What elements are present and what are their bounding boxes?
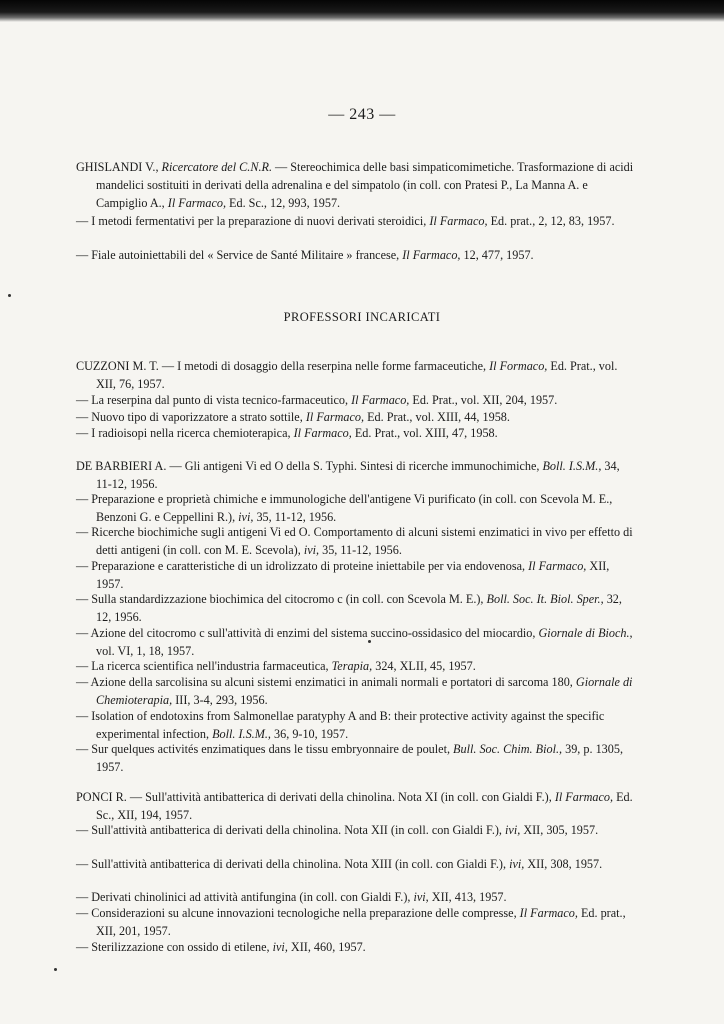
journal-name: Boll. I.S.M., bbox=[542, 459, 602, 473]
citation-details: 34, 11-12, 1956. bbox=[96, 459, 620, 491]
citation-details: Ed. Sc., XII, 194, 1957. bbox=[96, 790, 633, 822]
bibliography-entry bbox=[76, 821, 634, 839]
bibliography-entry bbox=[76, 246, 634, 264]
bibliography-entry bbox=[76, 490, 634, 526]
journal-name: ivi, bbox=[272, 940, 288, 954]
journal-name: Il Farmaco, bbox=[402, 248, 461, 262]
journal-name: Giornale di Chemioterapia, bbox=[96, 675, 633, 707]
scan-speck bbox=[54, 968, 57, 971]
author-name: PONCI R. bbox=[76, 790, 127, 804]
entry-text: — Fiale autoiniettabili del « Service de Santé Militaire » francese, bbox=[76, 248, 400, 262]
journal-name: Bull. Soc. Chim. Biol., bbox=[453, 742, 563, 756]
citation-details: Ed. prat., XII, 201, 1957. bbox=[96, 906, 626, 938]
bibliography-entry bbox=[76, 855, 634, 873]
citation-details: XII, 308, 1957. bbox=[527, 857, 603, 871]
bibliography-entry bbox=[76, 391, 634, 409]
citation-details: 35, 11-12, 1956. bbox=[322, 543, 402, 557]
scan-speck bbox=[8, 294, 11, 297]
citation-details: Ed. Prat., vol. XII, 76, 1957. bbox=[96, 359, 618, 391]
journal-name: Boll. I.S.M., bbox=[212, 727, 271, 741]
journal-name: ivi, bbox=[413, 890, 429, 904]
entry-text: — Considerazioni su alcune innovazioni tecnologiche nella preparazione delle compresse, bbox=[76, 906, 517, 920]
bibliography-entry bbox=[76, 740, 634, 776]
bibliography-entry bbox=[76, 590, 634, 626]
bibliography-entry bbox=[76, 788, 634, 824]
entry-text: — I metodi fermentativi per la preparazione di nuovi derivati steroidici, bbox=[76, 214, 427, 228]
bibliography-entry bbox=[76, 457, 634, 493]
citation-details: 35, 11-12, 1956. bbox=[256, 510, 337, 524]
bibliography-entry bbox=[76, 707, 634, 743]
journal-name: ivi, bbox=[509, 857, 525, 871]
citation-details: Ed. Sc., 12, 993, 1957. bbox=[229, 196, 341, 210]
citation-details: 39, p. 1305, 1957. bbox=[96, 742, 623, 774]
entry-text: — La reserpina dal punto di vista tecnico-farmaceutico, bbox=[76, 393, 349, 407]
journal-name: Il Farmaco, bbox=[293, 426, 352, 440]
entry-text: — Azione del citocromo c sull'attività di enzimi del sistema succino-ossidasico del miocardio, bbox=[76, 626, 536, 640]
journal-name: ivi, bbox=[505, 823, 521, 837]
citation-details: Ed. prat., 2, 12, 83, 1957. bbox=[490, 214, 615, 228]
citation-details: 324, XLII, 45, 1957. bbox=[375, 659, 476, 673]
journal-name: Boll. Soc. It. Biol. Sper., bbox=[486, 592, 604, 606]
entry-text: — Derivati chinolinici ad attività antifungina (in coll. con Gialdi F.), bbox=[76, 890, 411, 904]
journal-name: Il Farmaco, bbox=[351, 393, 410, 407]
bibliography-entry bbox=[76, 212, 634, 230]
citation-details: 12, 477, 1957. bbox=[463, 248, 534, 262]
journal-name: Il Farmaco, bbox=[429, 214, 488, 228]
entry-text: — Preparazione e proprietà chimiche e immunologiche dell'antigene Vi purificato (in coll. con Scevola M. E., Benzoni G. e Ceppellini R.), bbox=[76, 492, 613, 524]
journal-name: Giornale di Bioch., bbox=[538, 626, 633, 640]
section-heading: PROFESSORI INCARICATI bbox=[283, 310, 441, 324]
author-name: DE BARBIERI A. bbox=[76, 459, 167, 473]
journal-name: Il Farmaco, bbox=[167, 196, 226, 210]
entry-text: — Nuovo tipo di vaporizzatore a strato sottile, bbox=[76, 410, 303, 424]
citation-details: XII, 1957. bbox=[96, 559, 610, 591]
entry-text: — Preparazione e caratteristiche di un idrolizzato di proteine iniettabile per via endovenosa, bbox=[76, 559, 526, 573]
entry-text: — Gli antigeni Vi ed O della S. Typhi. Sintesi di ricerche immunochimiche, bbox=[169, 459, 540, 473]
journal-name: ivi, bbox=[238, 510, 254, 524]
journal-name: Terapia, bbox=[331, 659, 373, 673]
journal-name: Il Farmaco, bbox=[528, 559, 587, 573]
bibliography-entry bbox=[76, 357, 634, 393]
journal-name: ivi, bbox=[303, 543, 320, 557]
citation-details: XII, 460, 1957. bbox=[290, 940, 366, 954]
journal-name: Il Farmaco, bbox=[519, 906, 578, 920]
citation-details: Ed. Prat., vol. XIII, 47, 1958. bbox=[354, 426, 498, 440]
bibliography-entry bbox=[76, 673, 634, 709]
citation-details: Ed. Prat., vol. XIII, 44, 1958. bbox=[367, 410, 510, 424]
entry-text: — Sull'attività antibatterica di derivati della chinolina. Nota XIII (in coll. con Gialdi F.), bbox=[76, 857, 507, 871]
entry-text: — Ricerche biochimiche sugli antigeni Vi ed O. Comportamento di alcuni sistemi enzimatici in vivo per effetto di detti antigeni (in coll. con M. E. Scevola), bbox=[76, 525, 633, 557]
entry-text: — Sur quelques activités enzimatiques dans le tissu embryonnaire de poulet, bbox=[76, 742, 450, 756]
citation-details: III, 3-4, 293, 1956. bbox=[175, 693, 268, 707]
bibliography-entry bbox=[76, 624, 634, 660]
bibliography-entry bbox=[76, 424, 634, 442]
citation-details: 36, 9-10, 1957. bbox=[274, 727, 349, 741]
citation-details: vol. VI, 1, 18, 1957. bbox=[96, 644, 195, 658]
bibliography-entry bbox=[76, 523, 634, 559]
journal-name: Il Farmaco, bbox=[305, 410, 365, 424]
author-name: GHISLANDI V., bbox=[76, 160, 159, 174]
journal-name: Il Farmaco, bbox=[554, 790, 614, 804]
scan-speck bbox=[368, 640, 371, 643]
citation-details: XII, 305, 1957. bbox=[523, 823, 599, 837]
bibliography-entry bbox=[76, 904, 634, 940]
entry-text: — Sulla standardizzazione biochimica del citocromo c (in coll. con Scevola M. E.), bbox=[76, 592, 484, 606]
entry-text: — Isolation of endotoxins from Salmonellae paratyphy A and B: their protective activity against the specific experimental infection, bbox=[76, 709, 605, 741]
journal-name: Il Formaco, bbox=[489, 359, 548, 373]
entry-text: — Azione della sarcolisina su alcuni sistemi enzimatici in animali normali e portatori di sarcoma 180, bbox=[76, 675, 573, 689]
entry-text: — Sull'attività antibatterica di derivati della chinolina. Nota XII (in coll. con Gialdi F.), bbox=[76, 823, 502, 837]
scan-border bbox=[0, 0, 724, 22]
page-number: — 243 — bbox=[328, 106, 396, 123]
author-name: CUZZONI M. T. bbox=[76, 359, 159, 373]
entry-text: — La ricerca scientifica nell'industria farmaceutica, bbox=[76, 659, 329, 673]
entry-text: — I radioisopi nella ricerca chemioterapica, bbox=[76, 426, 291, 440]
entry-text: — Stereochimica delle basi simpaticomimetiche. Trasformazione di acidi mandelici sostituiti in derivati della adrenalina e del simpatolo (in coll. con Pratesi P., La Manna A. e Campiglio A., bbox=[96, 160, 634, 210]
bibliography-entry bbox=[76, 158, 634, 212]
entry-text: — Sterilizzazione con ossido di etilene, bbox=[76, 940, 270, 954]
bibliography-entry bbox=[76, 938, 634, 956]
entry-text: — Sull'attività antibatterica di derivati della chinolina. Nota XI (in coll. con Gialdi F.), bbox=[129, 790, 552, 804]
author-role: Ricercatore del C.N.R. bbox=[161, 160, 272, 174]
citation-details: Ed. Prat., vol. XII, 204, 1957. bbox=[412, 393, 558, 407]
citation-details: 32, 12, 1956. bbox=[96, 592, 622, 624]
citation-details: XII, 413, 1957. bbox=[431, 890, 507, 904]
bibliography-entry bbox=[76, 557, 634, 593]
entry-text: — I metodi di dosaggio della reserpina nelle forme farmaceutiche, bbox=[161, 359, 487, 373]
